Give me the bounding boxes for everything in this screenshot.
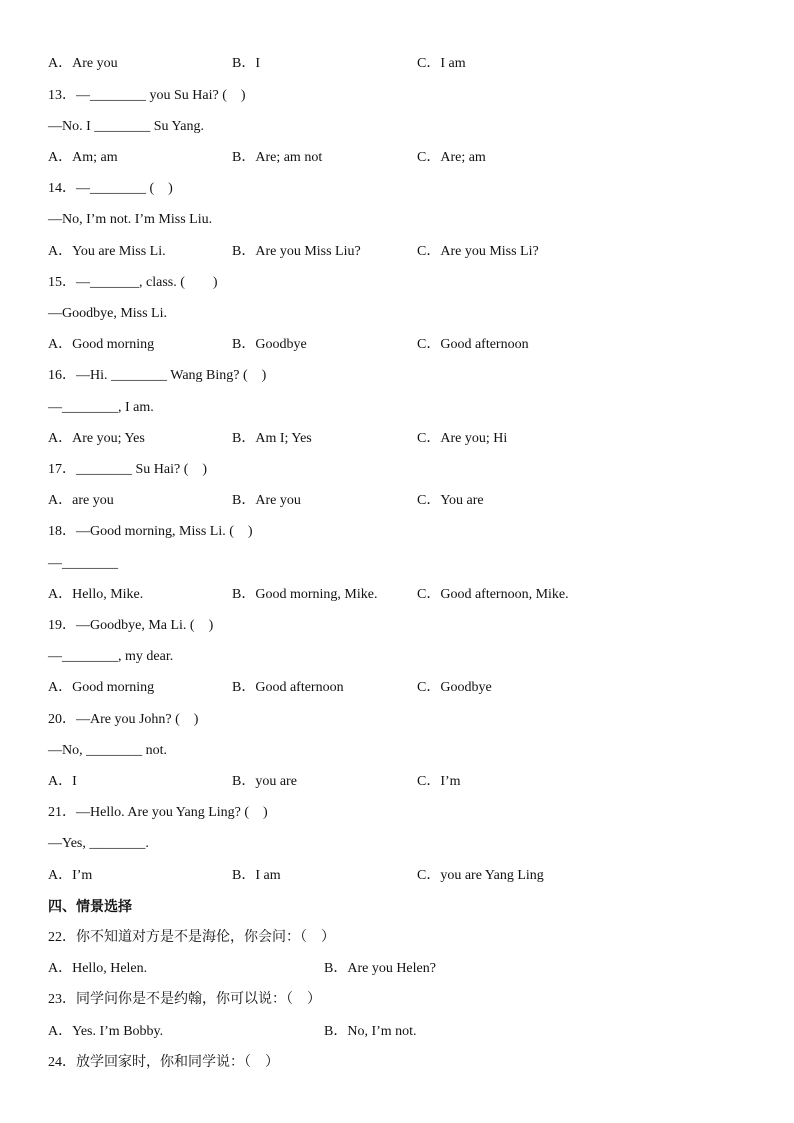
question-line: —No. I ________ Su Yang.	[48, 119, 204, 134]
option-a: A．Hello, Mike.	[48, 587, 144, 602]
question-line: 21．—Hello. Are you Yang Ling? ( )	[48, 805, 268, 820]
option-b: B．Am I; Yes	[232, 431, 312, 446]
question-line: 24．放学回家时，你和同学说：（ ）	[48, 1055, 279, 1070]
option-c: C．Good afternoon	[417, 337, 529, 352]
option-b: B．I am	[232, 868, 281, 883]
question-line: —Yes, ________.	[48, 836, 149, 851]
question-line: 19．—Goodbye, Ma Li. ( )	[48, 618, 214, 633]
option-b: B．you are	[232, 774, 297, 789]
question-line: 18．—Good morning, Miss Li. ( )	[48, 524, 253, 539]
option-c: C．I am	[417, 56, 466, 71]
option-a: A．Are you	[48, 56, 118, 71]
option-a: A．Am; am	[48, 150, 118, 165]
option-c: C．Are you Miss Li?	[417, 244, 539, 259]
answer-options	[48, 492, 748, 510]
question-line: 14．—________ ( )	[48, 181, 173, 196]
option-b: B．Are; am not	[232, 150, 323, 165]
option-b: B．Good afternoon	[232, 680, 344, 695]
option-b: B．Goodbye	[232, 337, 307, 352]
question-line: 16．—Hi. ________ Wang Bing? ( )	[48, 368, 267, 383]
option-a: A．Are you; Yes	[48, 431, 145, 446]
answer-options	[48, 55, 748, 73]
answer-options	[48, 1023, 748, 1041]
option-a: A．Good morning	[48, 337, 155, 352]
option-a: A．Good morning	[48, 680, 155, 695]
question-line: —________, I am.	[48, 400, 154, 415]
option-c: C．you are Yang Ling	[417, 868, 544, 883]
option-b: B．Are you Miss Liu?	[232, 244, 361, 259]
question-line: 17．________ Su Hai? ( )	[48, 462, 208, 477]
option-a: A．I	[48, 774, 77, 789]
option-a: A．I’m	[48, 868, 93, 883]
option-a: A．are you	[48, 493, 114, 508]
option-c: C．I’m	[417, 774, 461, 789]
option-c: C．Are you; Hi	[417, 431, 508, 446]
option-c: C．Goodbye	[417, 680, 492, 695]
question-line: —No, I’m not. I’m Miss Liu.	[48, 212, 213, 227]
question-line: —Goodbye, Miss Li.	[48, 306, 167, 321]
option-b: B．Good morning, Mike.	[232, 587, 378, 602]
option-c: C．You are	[417, 493, 484, 508]
option-b: B．No, I’m not.	[324, 1024, 417, 1039]
question-line: 13．—________ you Su Hai? ( )	[48, 88, 246, 103]
question-line: 22．你不知道对方是不是海伦，你会问：（ ）	[48, 930, 335, 945]
section-heading: 四、情景选择	[48, 899, 132, 915]
answer-options	[48, 430, 748, 448]
question-line: —No, ________ not.	[48, 743, 167, 758]
option-b: B．I	[232, 56, 260, 71]
option-c: C．Are; am	[417, 150, 486, 165]
answer-options	[48, 960, 748, 978]
question-line: 23．同学问你是不是约翰，你可以说：（ ）	[48, 992, 321, 1007]
answer-options	[48, 243, 748, 261]
answer-options	[48, 586, 748, 604]
question-line: 15．—_______, class. ( )	[48, 275, 218, 290]
option-b: B．Are you Helen?	[324, 961, 436, 976]
answer-options	[48, 679, 748, 697]
question-line: —________	[48, 556, 118, 571]
answer-options	[48, 773, 748, 791]
option-a: A．Hello, Helen.	[48, 961, 148, 976]
option-a: A．You are Miss Li.	[48, 244, 166, 259]
option-c: C．Good afternoon, Mike.	[417, 587, 569, 602]
option-b: B．Are you	[232, 493, 301, 508]
option-a: A．Yes. I’m Bobby.	[48, 1024, 164, 1039]
answer-options	[48, 149, 748, 167]
question-line: 20．—Are you John? ( )	[48, 712, 199, 727]
question-line: —________, my dear.	[48, 649, 174, 664]
answer-options	[48, 336, 748, 354]
answer-options	[48, 867, 748, 885]
